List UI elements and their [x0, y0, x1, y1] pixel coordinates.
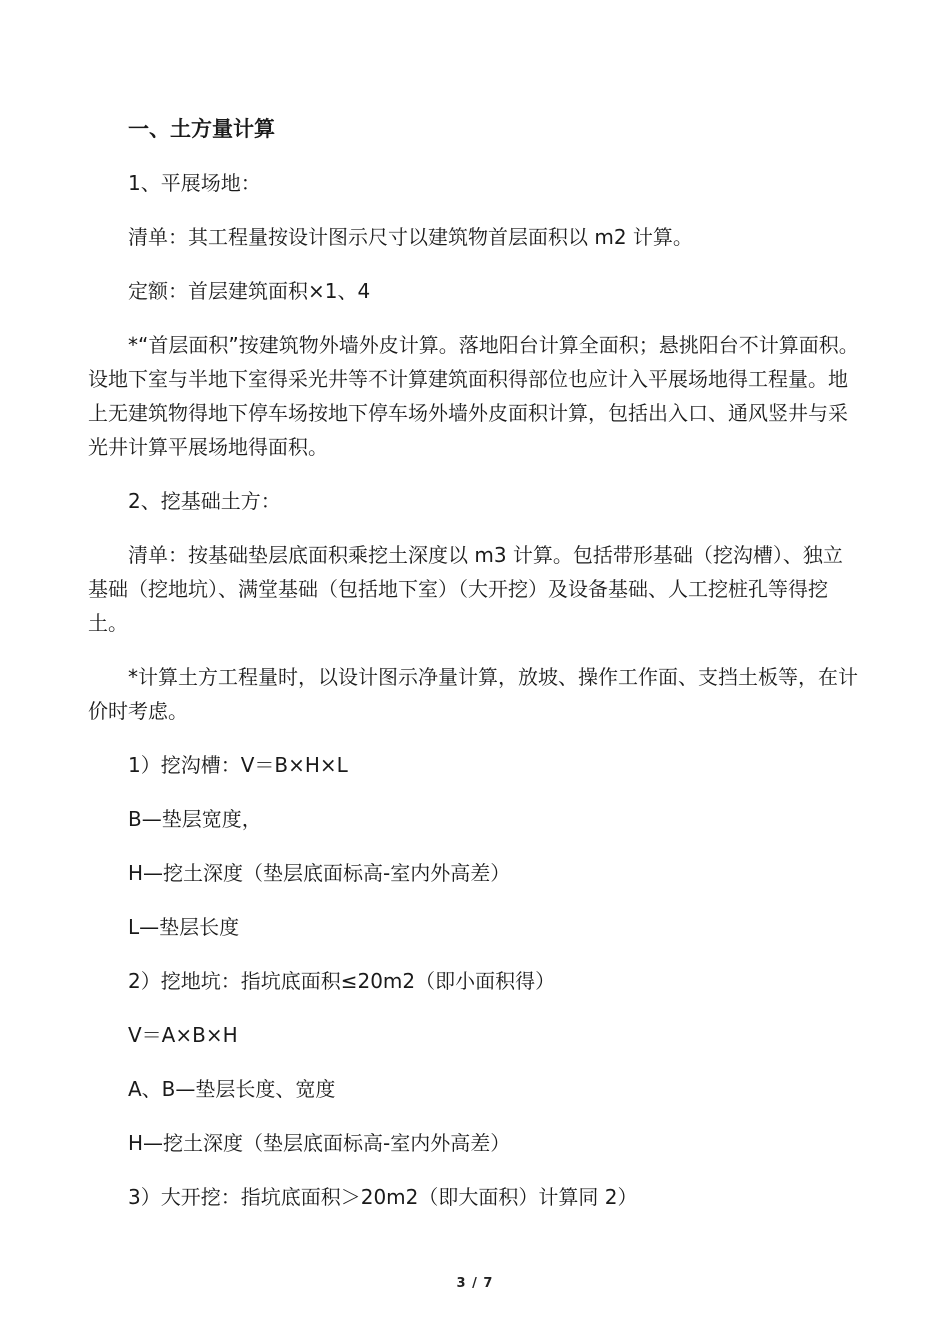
formula-line: H—挖土深度（垫层底面标高-室内外高差）	[128, 1131, 511, 1155]
formula-line: 3）大开挖：指坑底面积＞20m2（即大面积）计算同 2）	[128, 1185, 638, 1209]
page-number: 3 / 7	[456, 1276, 494, 1291]
paragraph: *“首层面积”按建筑物外墙外皮计算。落地阳台计算全面积；悬挑阳台不计算面积。设地下室与半地下室得采光井等不计算建筑面积得部位也应计入平展场地得工程量。地上无建筑物得地下停车场按地下停车场外墙外皮面积计算，包括出入口、通风竖井与采光井计算平展场地得面积。	[88, 333, 859, 459]
formula-line: B—垫层宽度，	[128, 807, 262, 831]
formula-line: V＝A×B×H	[128, 1023, 238, 1047]
paragraph: *计算土方工程量时，以设计图示净量计算，放坡、操作工作面、支挡土板等，在计价时考虑。	[88, 665, 858, 723]
paragraph: 清单：其工程量按设计图示尺寸以建筑物首层面积以 m2 计算。	[128, 225, 693, 249]
document-body	[88, 112, 860, 1214]
paragraph: 定额：首层建筑面积×1、4	[128, 279, 371, 303]
formula-line: 1）挖沟槽：V＝B×H×L	[128, 753, 348, 777]
formula-line: H—挖土深度（垫层底面标高-室内外高差）	[128, 861, 511, 885]
formula-line: A、B—垫层长度、宽度	[128, 1077, 336, 1101]
formula-line: 2）挖地坑：指坑底面积≤20m2（即小面积得）	[128, 969, 556, 993]
paragraph: 2、挖基础土方：	[128, 489, 281, 513]
paragraph: 清单：按基础垫层底面积乘挖土深度以 m3 计算。包括带形基础（挖沟槽）、独立基础（挖地坑）、满堂基础（包括地下室）（大开挖）及设备基础、人工挖桩孔等得挖土。	[88, 543, 843, 635]
section-heading: 一、土方量计算	[128, 117, 275, 141]
formula-line: L—垫层长度	[128, 915, 240, 939]
paragraph: 1、平展场地：	[128, 171, 261, 195]
